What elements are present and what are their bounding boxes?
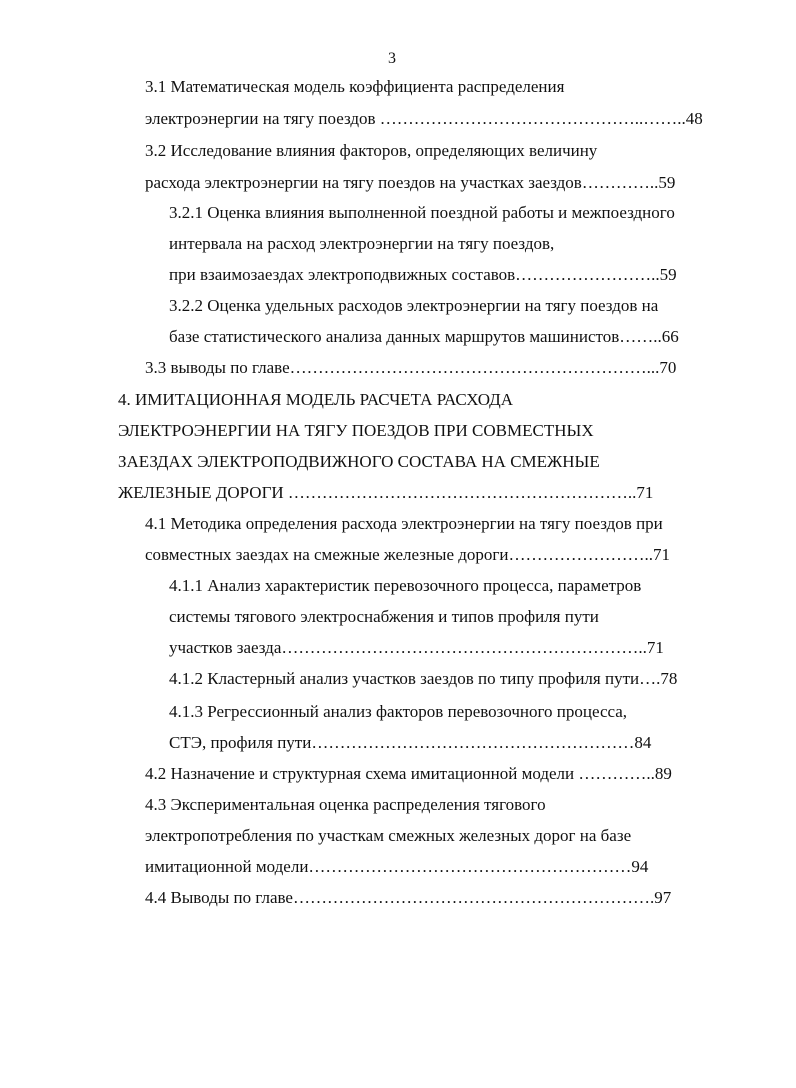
toc-entry-4-1-1-line-3: участков заезда………………………………………………………..71 xyxy=(169,638,664,657)
toc-entry-4-1-1-line-1: 4.1.1 Анализ характеристик перевозочного процесса, параметров xyxy=(169,576,642,595)
toc-entry-4-4-line-1: 4.4 Выводы по главе……………………………………………………….97 xyxy=(145,888,672,907)
toc-entry-3-2-line-1: 3.2 Исследование влияния факторов, определяющих величину xyxy=(145,141,598,160)
toc-entry-4-1-line-1: 4.1 Методика определения расхода электроэнергии на тягу поездов при xyxy=(145,514,663,533)
toc-entry-4-3-line-3: имитационной модели…………………………………………………94 xyxy=(145,857,649,876)
toc-entry-4-1-3-line-2: СТЭ, профиля пути…………………………………………………84 xyxy=(169,733,652,752)
toc-entry-3-2-1-line-1: 3.2.1 Оценка влияния выполненной поездной работы и межпоездного xyxy=(169,203,675,222)
toc-entry-4-3-line-2: электропотребления по участкам смежных железных дорог на базе xyxy=(145,826,632,845)
toc-entry-4-1-3-line-1: 4.1.3 Регрессионный анализ факторов перевозочного процесса, xyxy=(169,702,628,721)
toc-entry-4-line-2: ЭЛЕКТРОЭНЕРГИИ НА ТЯГУ ПОЕЗДОВ ПРИ СОВМЕСТНЫХ xyxy=(118,421,594,440)
toc-entry-3-1-line-2: электроэнергии на тягу поездов ………………………………………..……..48 xyxy=(145,109,703,128)
toc-entry-4-1-line-2: совместных заездах на смежные железные дороги……………………..71 xyxy=(145,545,670,564)
toc-entry-3-2-line-2: расхода электроэнергии на тягу поездов на участках заездов…………..59 xyxy=(145,173,676,192)
toc-entry-3-2-2-line-2: базе статистического анализа данных маршрутов машинистов……..66 xyxy=(169,327,679,346)
toc-entry-3-2-2-line-1: 3.2.2 Оценка удельных расходов электроэнергии на тягу поездов на xyxy=(169,296,659,315)
toc-entry-4-2-line-1: 4.2 Назначение и структурная схема имитационной модели …………..89 xyxy=(145,764,672,783)
toc-entry-4-line-1: 4. ИМИТАЦИОННАЯ МОДЕЛЬ РАСЧЕТА РАСХОДА xyxy=(118,390,514,409)
toc-entry-4-line-4: ЖЕЛЕЗНЫЕ ДОРОГИ ……………………………………………………..71 xyxy=(118,483,654,502)
toc-entry-4-3-line-1: 4.3 Экспериментальная оценка распределения тягового xyxy=(145,795,546,814)
toc-entry-3-3-line-1: 3.3 выводы по главе………………………………………………………...70 xyxy=(145,358,677,377)
toc-entry-3-2-1-line-3: при взаимозаездах электроподвижных составов……………………..59 xyxy=(169,265,677,284)
toc-entry-3-1-line-1: 3.1 Математическая модель коэффициента распределения xyxy=(145,77,565,96)
toc-entry-4-line-3: ЗАЕЗДАХ ЭЛЕКТРОПОДВИЖНОГО СОСТАВА НА СМЕЖНЫЕ xyxy=(118,452,600,471)
page-number: 3 xyxy=(388,50,396,67)
toc-entry-4-1-2-line-1: 4.1.2 Кластерный анализ участков заездов по типу профиля пути….78 xyxy=(169,669,678,688)
toc-entry-4-1-1-line-2: системы тягового электроснабжения и типов профиля пути xyxy=(169,607,599,626)
toc-entry-3-2-1-line-2: интервала на расход электроэнергии на тягу поездов, xyxy=(169,234,555,253)
